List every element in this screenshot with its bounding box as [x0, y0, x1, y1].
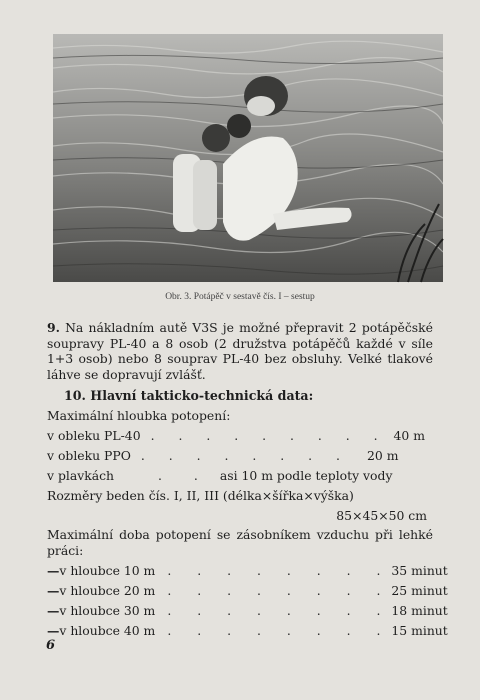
leader-dots: . . . . . . . . [167, 623, 392, 638]
paragraph-9 [47, 320, 433, 382]
depth-row-value: asi 10 m podle teploty vody [219, 468, 393, 483]
max-depth-label: Maximální hloubka potopení: [47, 408, 231, 423]
time-row [47, 561, 448, 581]
dash-mark: — [47, 603, 60, 618]
leader-dots: . . . . . . . . [167, 583, 392, 598]
depth-row-value: 40 m [393, 428, 426, 443]
depth-row [47, 426, 433, 446]
time-row-label: v hloubce 30 m [59, 603, 156, 618]
time-row [47, 601, 448, 621]
depth-row-label: v obleku PPO [47, 448, 131, 463]
figure-caption: Obr. 3. Potápěč v sestavě čís. I – sestup [165, 292, 315, 302]
paragraph-number: 9. [47, 320, 60, 335]
leader-dots: . . . . . . . . . [150, 428, 388, 443]
depth-row-label: v obleku PL-40 [47, 428, 141, 443]
depth-row [47, 446, 433, 466]
time-row-label: v hloubce 40 m [59, 623, 156, 638]
section-heading: 10. Hlavní takticko-technická data: [64, 388, 314, 403]
max-time-label: Maximální doba potopení se zásobníkem vzduchu při lehké práci: [47, 527, 433, 558]
leader-dots: . . . . . . . . [140, 448, 350, 463]
technical-data [47, 406, 448, 641]
paragraph-text: Na nákladním autě V3S je možné přepravit 2 potápěčské soupravy PL-40 a 8 osob (2 družstva potápěčů každé v síle 1+3 osob) nebo 8 souprav PL-40 bez obsluhy. Velké tlakové láhve se dopravují zvlášť. [47, 320, 433, 382]
time-row-value: 25 minut [391, 583, 448, 598]
leader-dots: . . . . . . . . [167, 603, 392, 618]
time-row [47, 581, 448, 601]
depth-row [47, 466, 433, 486]
leader-dots: . . [158, 468, 212, 483]
time-row-label: v hloubce 20 m [59, 583, 156, 598]
boxes-label: Rozměry beden čís. I, II, III (délka×šířka×výška) [47, 488, 354, 503]
diver-photo [53, 34, 443, 282]
time-row-value: 35 minut [391, 563, 448, 578]
time-row [47, 621, 448, 641]
time-row-value: 15 minut [391, 623, 448, 638]
depth-row-label: v plavkách [47, 468, 115, 483]
dash-mark: — [47, 563, 60, 578]
boxes-value: 85×45×50 cm [336, 508, 427, 523]
leader-dots: . . . . . . . . [167, 563, 392, 578]
page-number: 6 [46, 638, 56, 653]
time-row-value: 18 minut [391, 603, 448, 618]
depth-row-value: 20 m [367, 448, 399, 463]
time-row-label: v hloubce 10 m [59, 563, 156, 578]
dash-mark: — [47, 583, 60, 598]
dash-mark: — [47, 623, 60, 638]
